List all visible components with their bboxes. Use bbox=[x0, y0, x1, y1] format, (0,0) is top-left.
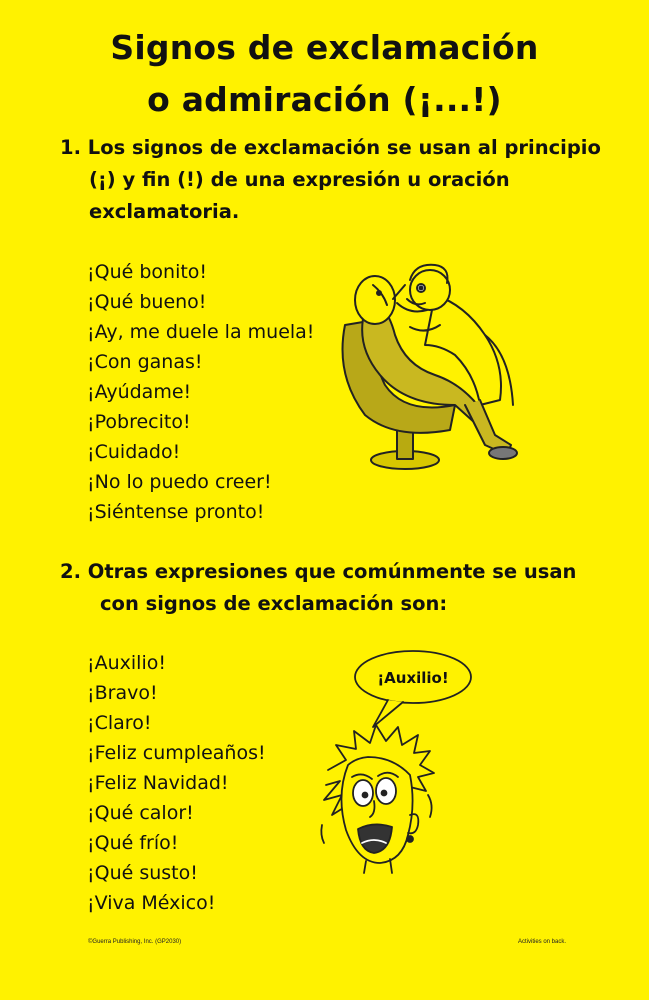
page-title-line-2: o admiración (¡...!) bbox=[147, 80, 502, 119]
list-item: ¡Cuidado! bbox=[87, 441, 181, 463]
list-item: ¡Claro! bbox=[87, 712, 152, 734]
list-item: ¡Ay, me duele la muela! bbox=[87, 321, 315, 343]
page-title-line-1: Signos de exclamación bbox=[110, 28, 539, 67]
list-item: ¡Qué bueno! bbox=[87, 291, 207, 313]
list-item: ¡No lo puedo creer! bbox=[87, 471, 272, 493]
scared-man-illustration bbox=[318, 645, 483, 875]
list-item: ¡Qué calor! bbox=[87, 802, 194, 824]
list-item: ¡Auxilio! bbox=[87, 652, 166, 674]
list-item: ¡Con ganas! bbox=[87, 351, 203, 373]
list-item: ¡Feliz cumpleaños! bbox=[87, 742, 266, 764]
list-item: ¡Siéntense pronto! bbox=[87, 501, 265, 523]
list-item: ¡Qué frío! bbox=[87, 832, 179, 854]
footer-copyright: ©Guerra Publishing, Inc. (GP2030) bbox=[88, 939, 182, 945]
dentist-illustration bbox=[335, 255, 525, 475]
section-2-heading-line-1: 2. Otras expresiones que comúnmente se usan bbox=[60, 560, 577, 583]
section-2-list bbox=[87, 648, 266, 918]
speech-bubble-text: ¡Auxilio! bbox=[377, 669, 449, 687]
section-1-heading-line-1: 1. Los signos de exclamación se usan al principio bbox=[60, 136, 601, 159]
section-1-heading-line-3: exclamatoria. bbox=[89, 200, 240, 223]
section-1-heading-line-2: (¡) y fin (!) de una expresión u oración bbox=[89, 168, 510, 191]
list-item: ¡Qué susto! bbox=[87, 862, 198, 884]
footer-note: Activities on back. bbox=[518, 939, 567, 945]
list-item: ¡Feliz Navidad! bbox=[87, 772, 229, 794]
list-item: ¡Bravo! bbox=[87, 682, 158, 704]
section-1-list bbox=[87, 257, 314, 527]
list-item: ¡Qué bonito! bbox=[87, 261, 208, 283]
list-item: ¡Pobrecito! bbox=[87, 411, 191, 433]
list-item: ¡Ayúdame! bbox=[87, 381, 192, 403]
section-2-heading-line-2: con signos de exclamación son: bbox=[100, 592, 448, 615]
list-item: ¡Viva México! bbox=[87, 892, 216, 914]
